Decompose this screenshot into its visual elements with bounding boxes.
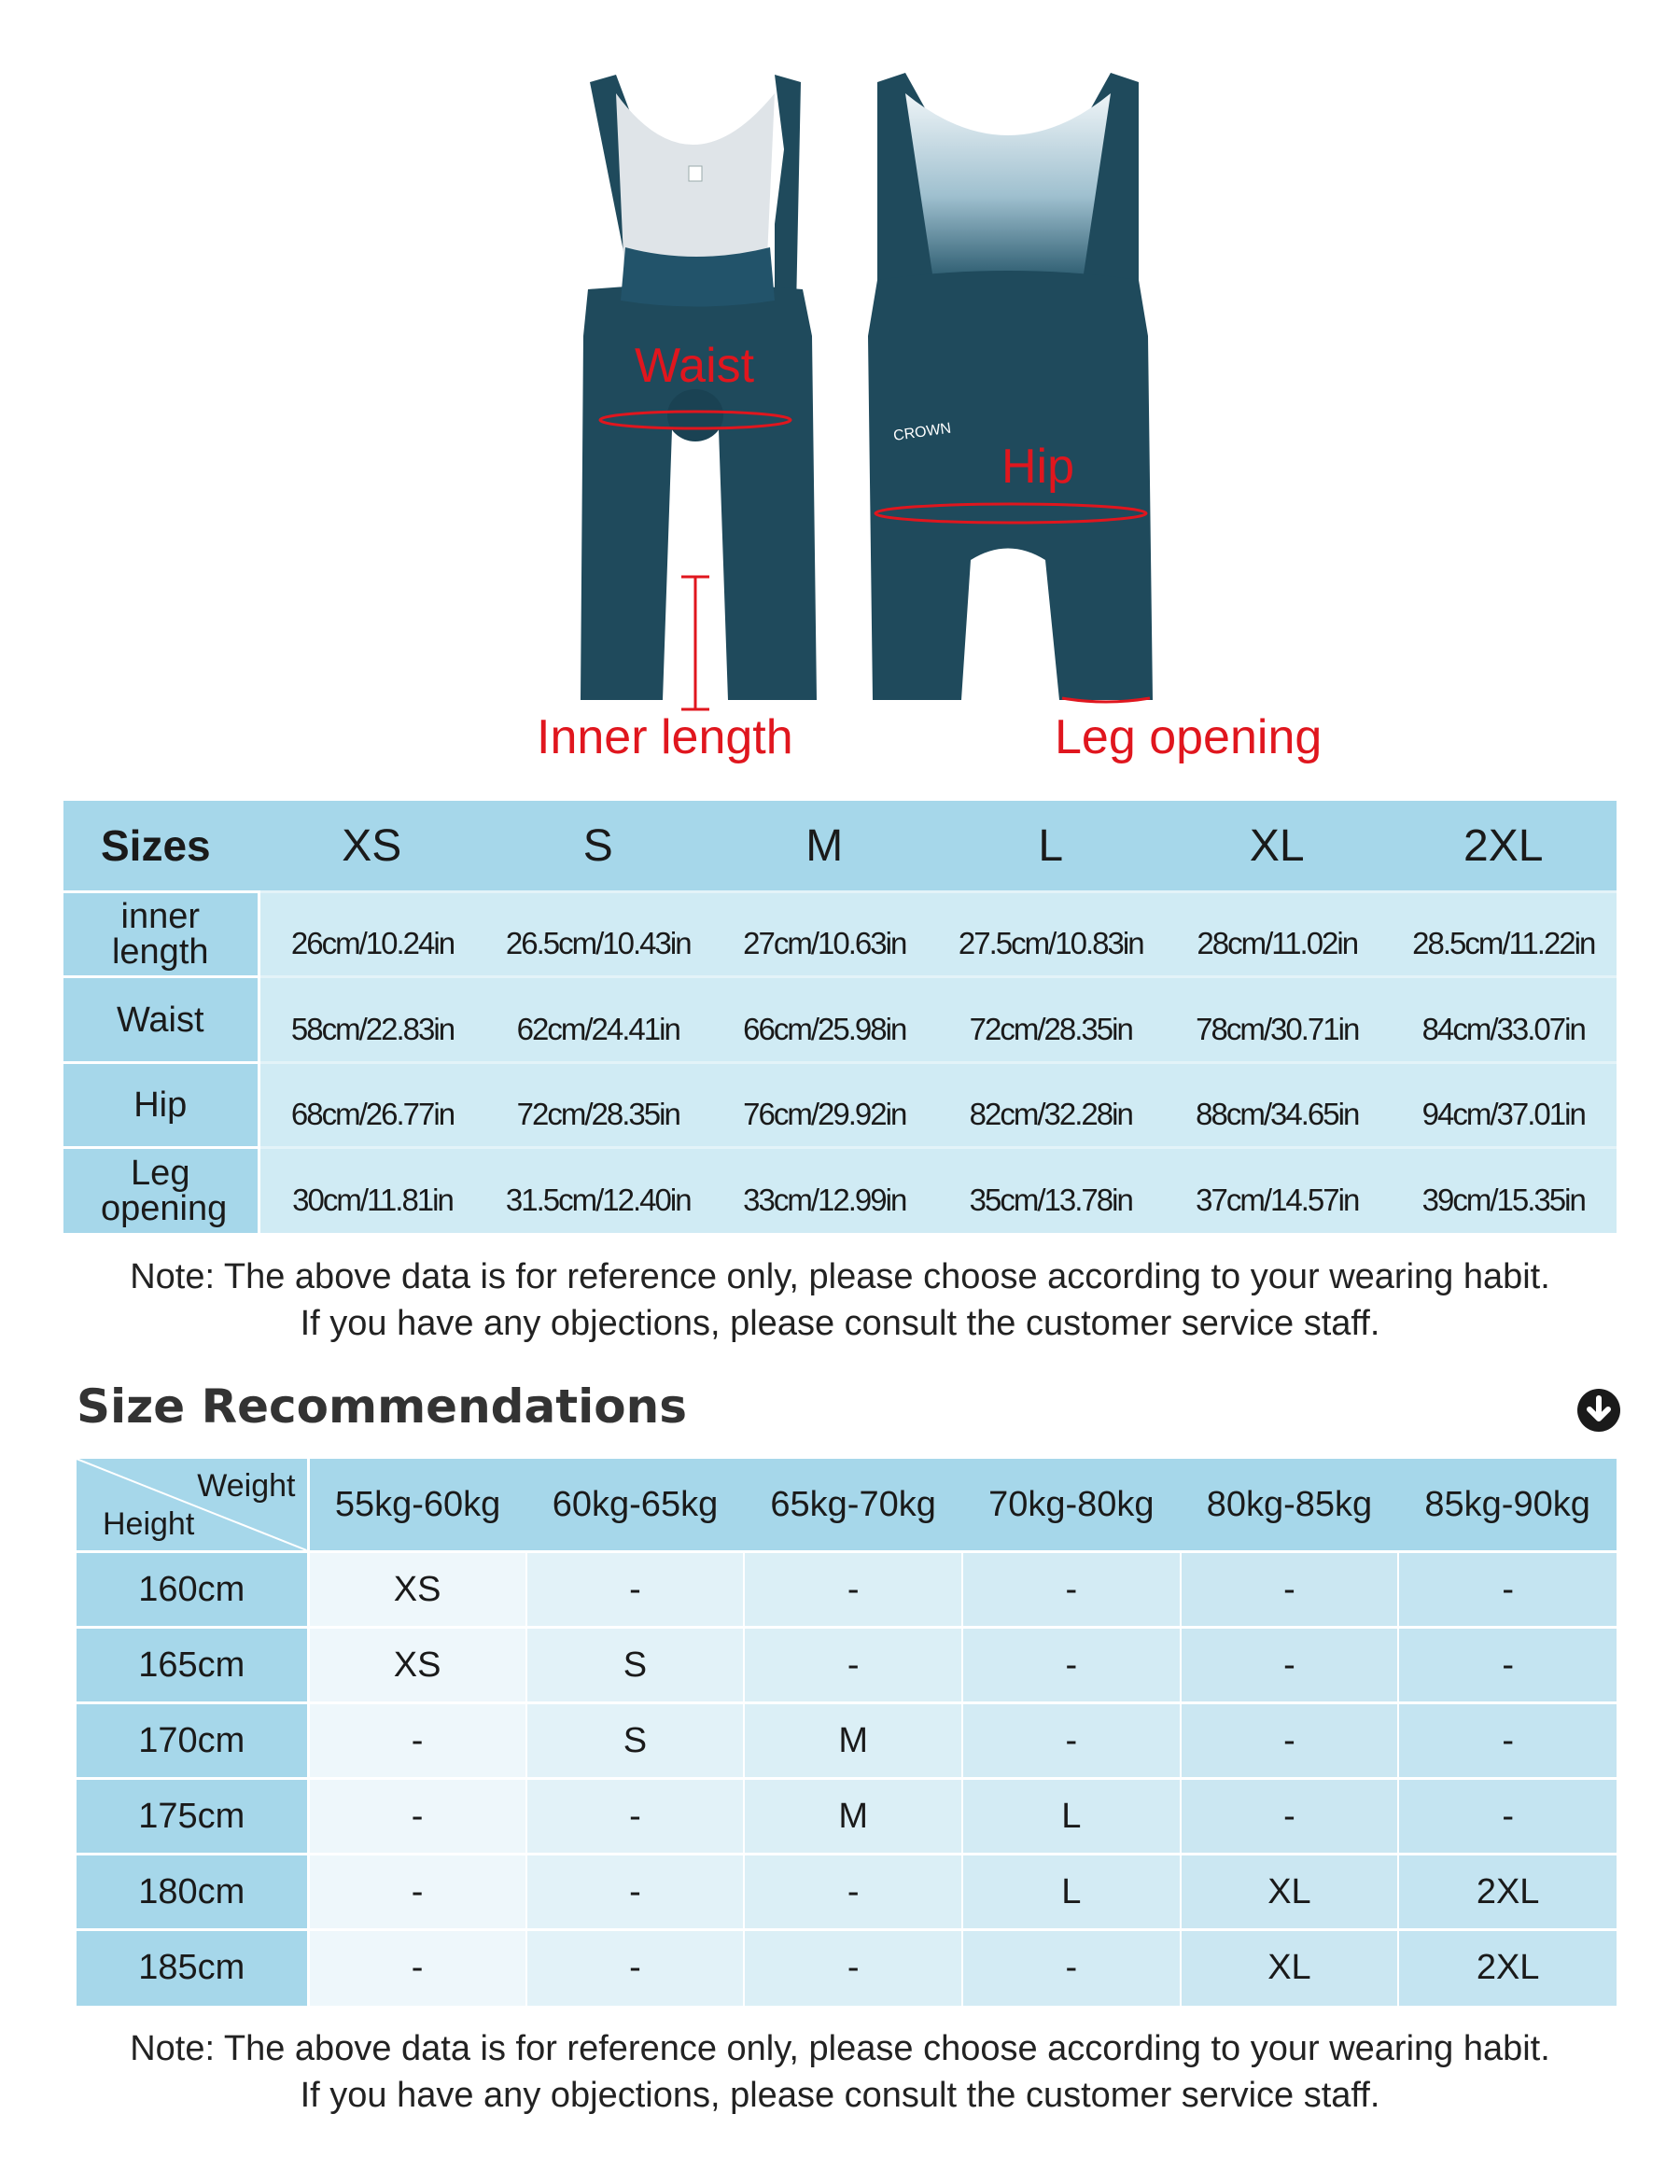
note-line: If you have any objections, please consult the customer service staff. xyxy=(300,2076,1380,2115)
table-cell: L xyxy=(962,1779,1181,1855)
table-cell: M xyxy=(744,1779,962,1855)
section-title: Size Recommendations xyxy=(77,1379,687,1434)
sizes-header: Sizes xyxy=(63,801,259,892)
weight-header: 60kg-65kg xyxy=(526,1459,745,1552)
table-cell: M xyxy=(744,1703,962,1779)
note-line: If you have any objections, please consult the customer service staff. xyxy=(300,1304,1380,1343)
weight-header: 85kg-90kg xyxy=(1398,1459,1617,1552)
size-header-xs: XS xyxy=(259,801,485,892)
table-row xyxy=(63,1062,1617,1147)
size-recommendation-table xyxy=(77,1459,1617,2006)
arrow-down-circle-icon[interactable] xyxy=(1576,1388,1621,1433)
size-chart-header-row xyxy=(63,801,1617,892)
table-cell: 84cm/33.07in xyxy=(1391,977,1617,1062)
table-cell: 76cm/29.92in xyxy=(711,1062,938,1147)
table-cell: 68cm/26.77in xyxy=(259,1062,485,1147)
table-cell: - xyxy=(308,1779,526,1855)
table-cell: - xyxy=(962,1930,1181,2006)
height-label: 165cm xyxy=(77,1628,308,1703)
table-cell: S xyxy=(526,1628,745,1703)
table-cell: 28cm/11.02in xyxy=(1164,892,1391,977)
height-label: 160cm xyxy=(77,1552,308,1628)
height-label: 185cm xyxy=(77,1930,308,2006)
table-cell: - xyxy=(1398,1779,1617,1855)
table-cell: - xyxy=(308,1855,526,1930)
table-row xyxy=(77,1552,1617,1628)
table-cell: XS xyxy=(308,1552,526,1628)
table-cell: 2XL xyxy=(1398,1930,1617,2006)
table-row xyxy=(63,1148,1617,1233)
table-row xyxy=(77,1930,1617,2006)
weight-header: 65kg-70kg xyxy=(744,1459,962,1552)
table-cell: - xyxy=(308,1930,526,2006)
recommendation-header-row xyxy=(77,1459,1617,1552)
height-label: 175cm xyxy=(77,1779,308,1855)
table-cell: 27.5cm/10.83in xyxy=(938,892,1165,977)
table-cell: 33cm/12.99in xyxy=(711,1148,938,1233)
table-cell: - xyxy=(962,1628,1181,1703)
height-label: 180cm xyxy=(77,1855,308,1930)
table-cell: 37cm/14.57in xyxy=(1164,1148,1391,1233)
table-cell: - xyxy=(744,1552,962,1628)
table-cell: S xyxy=(526,1703,745,1779)
reference-note xyxy=(0,1253,1680,1347)
table-cell: 28.5cm/11.22in xyxy=(1391,892,1617,977)
hip-label: Hip xyxy=(1001,440,1075,494)
size-chart-table xyxy=(63,801,1617,1233)
table-row xyxy=(63,892,1617,977)
weight-header: 70kg-80kg xyxy=(962,1459,1181,1552)
table-cell: 94cm/37.01in xyxy=(1391,1062,1617,1147)
table-cell: - xyxy=(962,1552,1181,1628)
size-header-xl: XL xyxy=(1164,801,1391,892)
table-cell: - xyxy=(526,1552,745,1628)
size-header-2xl: 2XL xyxy=(1391,801,1617,892)
note-line: Note: The above data is for reference only, please choose according to your wearing habit. xyxy=(130,1257,1550,1296)
table-cell: - xyxy=(744,1855,962,1930)
product-figure xyxy=(504,56,1323,775)
table-cell: - xyxy=(962,1703,1181,1779)
back-view xyxy=(868,73,1153,700)
table-cell: - xyxy=(1398,1628,1617,1703)
table-cell: 72cm/28.35in xyxy=(938,977,1165,1062)
table-cell: - xyxy=(526,1779,745,1855)
table-cell: 2XL xyxy=(1398,1855,1617,1930)
table-cell: 66cm/25.98in xyxy=(711,977,938,1062)
leg-opening-label: Leg opening xyxy=(1055,710,1323,764)
table-cell: 31.5cm/12.40in xyxy=(485,1148,712,1233)
table-cell: 26cm/10.24in xyxy=(259,892,485,977)
row-label: Hip xyxy=(63,1062,259,1147)
table-cell: 30cm/11.81in xyxy=(259,1148,485,1233)
table-cell: - xyxy=(1181,1552,1399,1628)
table-cell: - xyxy=(1398,1552,1617,1628)
weight-header: 55kg-60kg xyxy=(308,1459,526,1552)
table-cell: XL xyxy=(1181,1855,1399,1930)
height-axis-label: Height xyxy=(103,1506,195,1542)
table-cell: 27cm/10.63in xyxy=(711,892,938,977)
table-row xyxy=(77,1779,1617,1855)
inner-length-label: Inner length xyxy=(537,710,793,764)
table-cell: 58cm/22.83in xyxy=(259,977,485,1062)
table-row xyxy=(77,1703,1617,1779)
table-cell: 62cm/24.41in xyxy=(485,977,712,1062)
table-cell: XL xyxy=(1181,1930,1399,2006)
table-cell: L xyxy=(962,1855,1181,1930)
table-cell: - xyxy=(1181,1703,1399,1779)
table-cell: - xyxy=(1181,1779,1399,1855)
bib-shorts-illustration xyxy=(504,56,1176,775)
table-cell: - xyxy=(526,1930,745,2006)
table-row xyxy=(77,1855,1617,1930)
row-label: Leg opening xyxy=(63,1148,259,1233)
table-cell: - xyxy=(308,1703,526,1779)
row-label: Waist xyxy=(63,977,259,1062)
size-header-l: L xyxy=(938,801,1165,892)
table-cell: - xyxy=(744,1628,962,1703)
size-header-m: M xyxy=(711,801,938,892)
table-cell: 26.5cm/10.43in xyxy=(485,892,712,977)
table-cell: 39cm/15.35in xyxy=(1391,1148,1617,1233)
table-cell: 88cm/34.65in xyxy=(1164,1062,1391,1147)
row-label: inner length xyxy=(63,892,259,977)
table-cell: XS xyxy=(308,1628,526,1703)
weight-header: 80kg-85kg xyxy=(1181,1459,1399,1552)
table-row xyxy=(77,1628,1617,1703)
height-label: 170cm xyxy=(77,1703,308,1779)
table-cell: - xyxy=(526,1855,745,1930)
logo-text: CROWN xyxy=(892,420,953,444)
table-cell: - xyxy=(1398,1703,1617,1779)
note-line: Note: The above data is for reference only, please choose according to your wearing habit. xyxy=(130,2029,1550,2068)
table-row xyxy=(63,977,1617,1062)
corner-cell xyxy=(77,1459,308,1552)
table-cell: - xyxy=(1181,1628,1399,1703)
table-cell: - xyxy=(744,1930,962,2006)
table-cell: 78cm/30.71in xyxy=(1164,977,1391,1062)
reference-note xyxy=(0,2025,1680,2119)
table-cell: 72cm/28.35in xyxy=(485,1062,712,1147)
waist-label: Waist xyxy=(635,339,755,393)
weight-axis-label: Weight xyxy=(197,1468,296,1504)
table-cell: 35cm/13.78in xyxy=(938,1148,1165,1233)
table-cell: 82cm/32.28in xyxy=(938,1062,1165,1147)
size-header-s: S xyxy=(485,801,712,892)
